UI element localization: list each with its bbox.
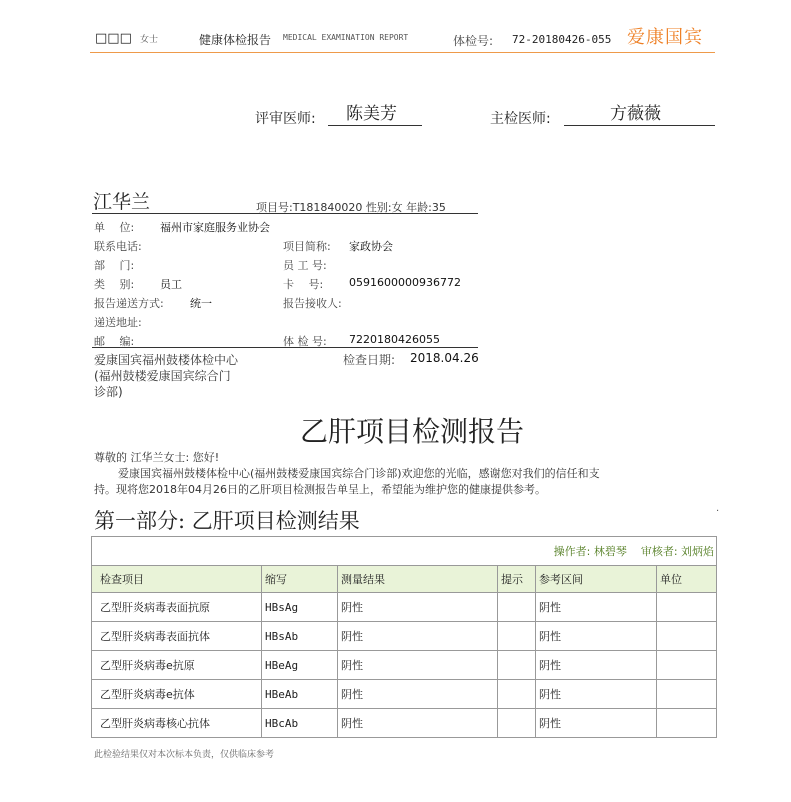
report-header-title: 健康体检报告 <box>199 33 272 47</box>
operator-text: 操作者: 林碧琴 <box>553 545 627 558</box>
cell-abbr: HBcAb <box>262 709 338 738</box>
gender-suffix: 女士 <box>140 35 159 45</box>
col-header-item: 检查项目 <box>92 566 262 593</box>
exam-number-label: 体检号: <box>453 34 494 48</box>
cell-ref: 阴性 <box>536 593 657 622</box>
footnote: 此检验结果仅对本次标本负责，仅供临床参考 <box>94 750 275 760</box>
cell-abbr: HBeAb <box>262 680 338 709</box>
table-row <box>92 709 717 738</box>
table-row <box>92 622 717 651</box>
section-title: 第一部分: 乙肝项目检测结果 <box>94 509 360 533</box>
chief-doctor-underline <box>564 125 715 126</box>
cell-unit <box>657 622 717 651</box>
intro-line1: 爱康国宾福州鼓楼体检中心(福州鼓楼爱康国宾综合门诊部)欢迎您的光临，感谢您对我们的信任和支 <box>118 467 600 480</box>
card-label: 卡 号: <box>283 278 324 291</box>
col-header-result: 测量结果 <box>338 566 498 593</box>
col-header-ref: 参考区间 <box>536 566 657 593</box>
exam-center-line3: 诊部) <box>94 385 123 399</box>
dept-label: 部 门: <box>94 259 135 272</box>
cell-unit <box>657 709 717 738</box>
cell-hint <box>498 680 536 709</box>
cell-ref: 阴性 <box>536 680 657 709</box>
stray-dot: . <box>716 503 720 514</box>
exam-center-line1: 爱康国宾福州鼓楼体检中心 <box>94 353 239 367</box>
phone-label: 联系电话: <box>94 240 142 253</box>
col-header-hint: 提示 <box>498 566 536 593</box>
cell-hint <box>498 709 536 738</box>
cell-ref: 阴性 <box>536 709 657 738</box>
staff-no-label: 员 工 号: <box>283 259 327 272</box>
reviewer-text: 审核者: 刘炳焰 <box>640 545 715 558</box>
col-header-unit: 单位 <box>657 566 717 593</box>
patient-divider-top <box>92 213 478 214</box>
patient-divider-bottom <box>92 347 478 348</box>
exam-number-value: 72-20180426-055 <box>512 33 612 46</box>
delivery-label: 报告递送方式: <box>94 297 164 310</box>
check-date-label: 检查日期: <box>343 353 396 367</box>
cell-ref: 阴性 <box>536 651 657 680</box>
cell-unit <box>657 593 717 622</box>
chief-doctor-label: 主检医师: <box>490 111 551 127</box>
cell-abbr: HBeAg <box>262 651 338 680</box>
table-header-row <box>92 566 717 593</box>
check-date-value: 2018.04.26 <box>410 351 479 365</box>
table-staff-cell <box>92 537 717 566</box>
cell-unit <box>657 680 717 709</box>
patient-project-line: 项目号:T181840020 性别:女 年龄:35 <box>256 201 446 214</box>
category-label: 类 别: <box>94 278 135 291</box>
intro-line2: 持。现将您2018年04月26日的乙肝项目检测报告单呈上，希望能为维护您的健康提供参考。 <box>94 483 546 496</box>
card-value: 0591600000936772 <box>349 276 461 289</box>
cell-abbr: HBsAb <box>262 622 338 651</box>
cell-abbr: HBsAg <box>262 593 338 622</box>
cell-ref: 阴性 <box>536 622 657 651</box>
patient-name-masked: □□□ <box>95 31 132 46</box>
unit-value: 福州市家庭服务业协会 <box>160 221 270 234</box>
patient-name: 江华兰 <box>93 191 151 213</box>
brand-logo-text: 爱康国宾 <box>627 27 703 48</box>
project-short-value: 家政协会 <box>349 240 393 253</box>
cell-result: 阴性 <box>338 651 498 680</box>
cell-result: 阴性 <box>338 593 498 622</box>
review-doctor-underline <box>328 125 422 126</box>
table-staff-row <box>92 537 717 566</box>
report-title: 乙肝项目检测报告 <box>300 415 525 448</box>
cell-item: 乙型肝炎病毒表面抗原 <box>92 593 262 622</box>
table-row <box>92 593 717 622</box>
cell-item: 乙型肝炎病毒表面抗体 <box>92 622 262 651</box>
greeting: 尊敬的 江华兰女士: 您好! <box>94 451 220 464</box>
cell-hint <box>498 651 536 680</box>
cell-item: 乙型肝炎病毒e抗原 <box>92 651 262 680</box>
report-header-title-en: MEDICAL EXAMINATION REPORT <box>283 33 409 42</box>
cell-hint <box>498 593 536 622</box>
project-short-label: 项目简称: <box>283 240 331 253</box>
cell-hint <box>498 622 536 651</box>
patient-exam-no-value: 7220180426055 <box>349 333 440 346</box>
review-doctor-label: 评审医师: <box>255 111 316 127</box>
cell-unit <box>657 651 717 680</box>
category-value: 员工 <box>160 278 182 291</box>
results-table <box>91 536 717 738</box>
address-label: 递送地址: <box>94 316 142 329</box>
receiver-label: 报告接收人: <box>283 297 342 310</box>
postcode-label: 邮 编: <box>94 335 135 348</box>
col-header-abbr: 缩写 <box>262 566 338 593</box>
unit-label: 单 位: <box>94 221 135 234</box>
cell-result: 阴性 <box>338 709 498 738</box>
cell-item: 乙型肝炎病毒核心抗体 <box>92 709 262 738</box>
table-row <box>92 651 717 680</box>
patient-exam-no-label: 体 检 号: <box>283 335 327 348</box>
cell-result: 阴性 <box>338 680 498 709</box>
review-doctor-name: 陈美芳 <box>346 104 397 124</box>
table-row <box>92 680 717 709</box>
header-divider <box>90 52 715 53</box>
exam-center-line2: (福州鼓楼爱康国宾综合门 <box>94 369 231 383</box>
delivery-value: 统一 <box>190 297 212 310</box>
cell-result: 阴性 <box>338 622 498 651</box>
chief-doctor-name: 方薇薇 <box>610 104 661 124</box>
cell-item: 乙型肝炎病毒e抗体 <box>92 680 262 709</box>
